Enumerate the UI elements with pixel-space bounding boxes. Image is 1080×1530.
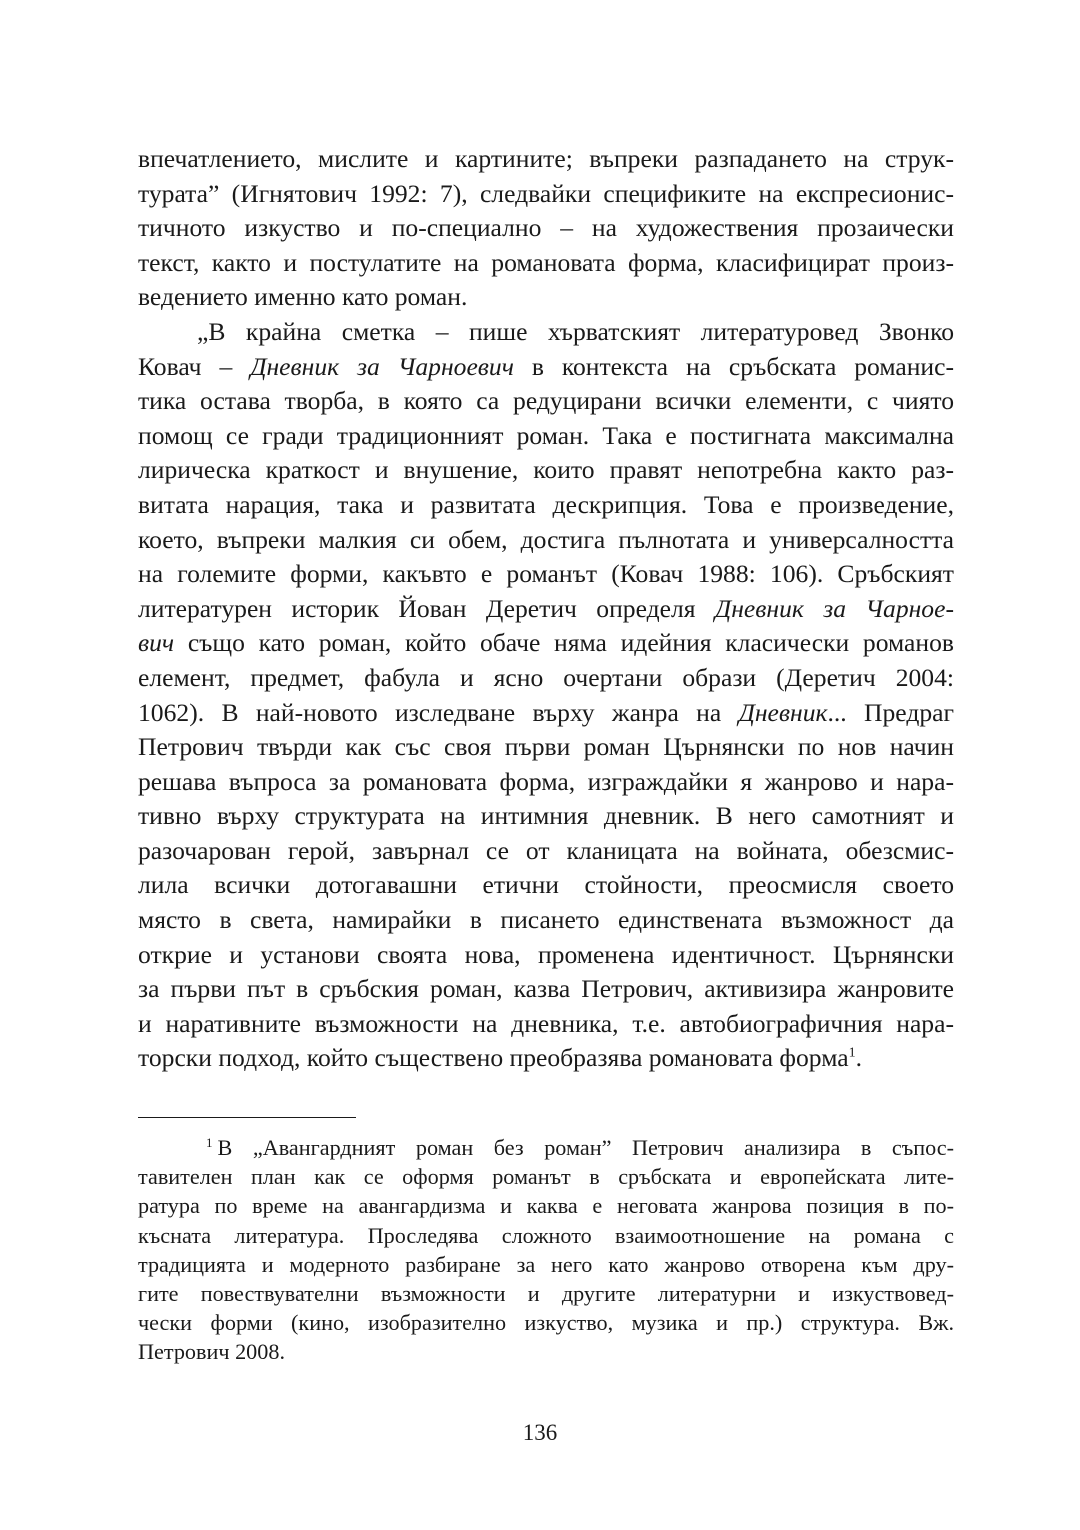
footnote-line: тавителен план как се оформя романът в сръбската и европейската лите-	[138, 1164, 954, 1190]
text-line: помощ се гради традиционният роман. Така е постигната максимална	[138, 420, 954, 450]
footnote-line: Петрович 2008.	[138, 1339, 286, 1365]
footnote-number: 1	[206, 1134, 213, 1150]
text-line: турата” (Игнятович 1992: 7), следвайки спецификите на експресионис-	[138, 178, 954, 208]
text-segment: В „Авангардният роман без роман” Петрович анализира в съпос-	[217, 1135, 954, 1160]
text-line: тика остава творба, в която са редуцирани всички елементи, с чиято	[138, 386, 954, 416]
footnote-line: ратура по време на авангардизма и каква е неговата жанрова позиция в по-	[138, 1193, 954, 1219]
main-text	[138, 142, 954, 1076]
text-segment: литературен историк Йован Деретич определя	[138, 593, 715, 623]
text-line: място в света, намирайки в писането единствената възможност да	[138, 905, 954, 935]
text-line: ведението именно като роман.	[138, 282, 468, 312]
footnote-line: гите повествувателни възможности и другите литературни и изкуствовед-	[138, 1280, 954, 1306]
text-line: за първи път в сръбския роман, казва Петрович, активизира жанровите	[138, 974, 954, 1004]
text-line: лирическа краткост и внушение, които правят непотребна както раз-	[138, 455, 954, 485]
text-line: решава въпроса за романовата форма, изграждайки я жанрово и нара-	[138, 766, 954, 796]
text-segment: торски подход, който съществено преобразява романовата форма	[138, 1043, 849, 1073]
text-segment: в контекста на сръбската романис-	[513, 351, 954, 381]
text-line: елемент, предмет, фабула и ясно очертани образи (Деретич 2004:	[138, 662, 954, 692]
page-number: 136	[522, 1420, 558, 1445]
text-segment: .	[855, 1043, 862, 1073]
text-line: впечатлението, мислите и картините; въпреки разпадането на струк-	[138, 144, 954, 173]
footnote-line: традицията и модерното разбиране за него като жанрово отворена към дру-	[138, 1251, 954, 1277]
text-line: Петрович твърди как със своя първи роман Църнянски по нов начин	[138, 732, 954, 762]
text-line	[138, 1041, 954, 1076]
text-line	[138, 350, 954, 385]
italic-title: вич	[138, 628, 175, 658]
text-line	[138, 696, 954, 731]
text-segment: също като роман, който обаче няма идейния класически романов	[174, 628, 954, 658]
text-segment: 1062). В най-новото изследване върху жанра на	[138, 697, 739, 727]
italic-title: Дневник за Чарноевич	[250, 351, 514, 381]
footnote-line: чески форми (кино, изобразително изкуство, музика и пр.) структура. Вж.	[138, 1310, 954, 1336]
footnote-reference[interactable]: 1	[848, 1045, 856, 1061]
footnotes	[138, 1133, 954, 1367]
text-line	[138, 626, 954, 661]
text-line: тичното изкуство и по-специално – на художествения прозаически	[138, 213, 954, 243]
footnote-line	[138, 1133, 954, 1162]
footnote-line: късната литература. Проследява сложното взаимоотношение на романа с	[138, 1222, 954, 1248]
text-line	[138, 592, 954, 627]
text-segment: Ковач –	[138, 351, 251, 381]
text-line: лила всички дотогавашни етични стойности, преосмисля своето	[138, 870, 954, 900]
text-line: което, въпреки малкия си обем, достига пълнотата и универсалността	[138, 524, 954, 554]
text-line: на големите форми, какъвто е романът (Ковач 1988: 106). Сръбският	[138, 559, 954, 589]
text-line: текст, както и постулатите на романовата форма, класифицират произ-	[138, 247, 954, 277]
italic-title: Дневник за Чарное-	[714, 593, 954, 623]
text-line: открие и установи своята нова, променена идентичност. Църнянски	[138, 939, 954, 969]
paragraph-start-line: „В крайна сметка – пише хърватският литературовед Звонко	[197, 316, 954, 346]
italic-title: Дневник	[738, 697, 828, 727]
text-line: разочарован герой, завърнал се от кланицата на войната, обезсмис-	[138, 835, 954, 865]
text-segment: ... Предраг	[827, 697, 954, 727]
text-line: витата нарация, така и развитата дескрипция. Това е произведение,	[138, 489, 954, 519]
footnote-separator	[138, 1117, 356, 1118]
text-line: тивно върху структурата на интимния дневник. В него самотният и	[138, 801, 954, 831]
text-line: и наративните възможности на дневника, т.е. автобиографичния нара-	[138, 1008, 954, 1038]
